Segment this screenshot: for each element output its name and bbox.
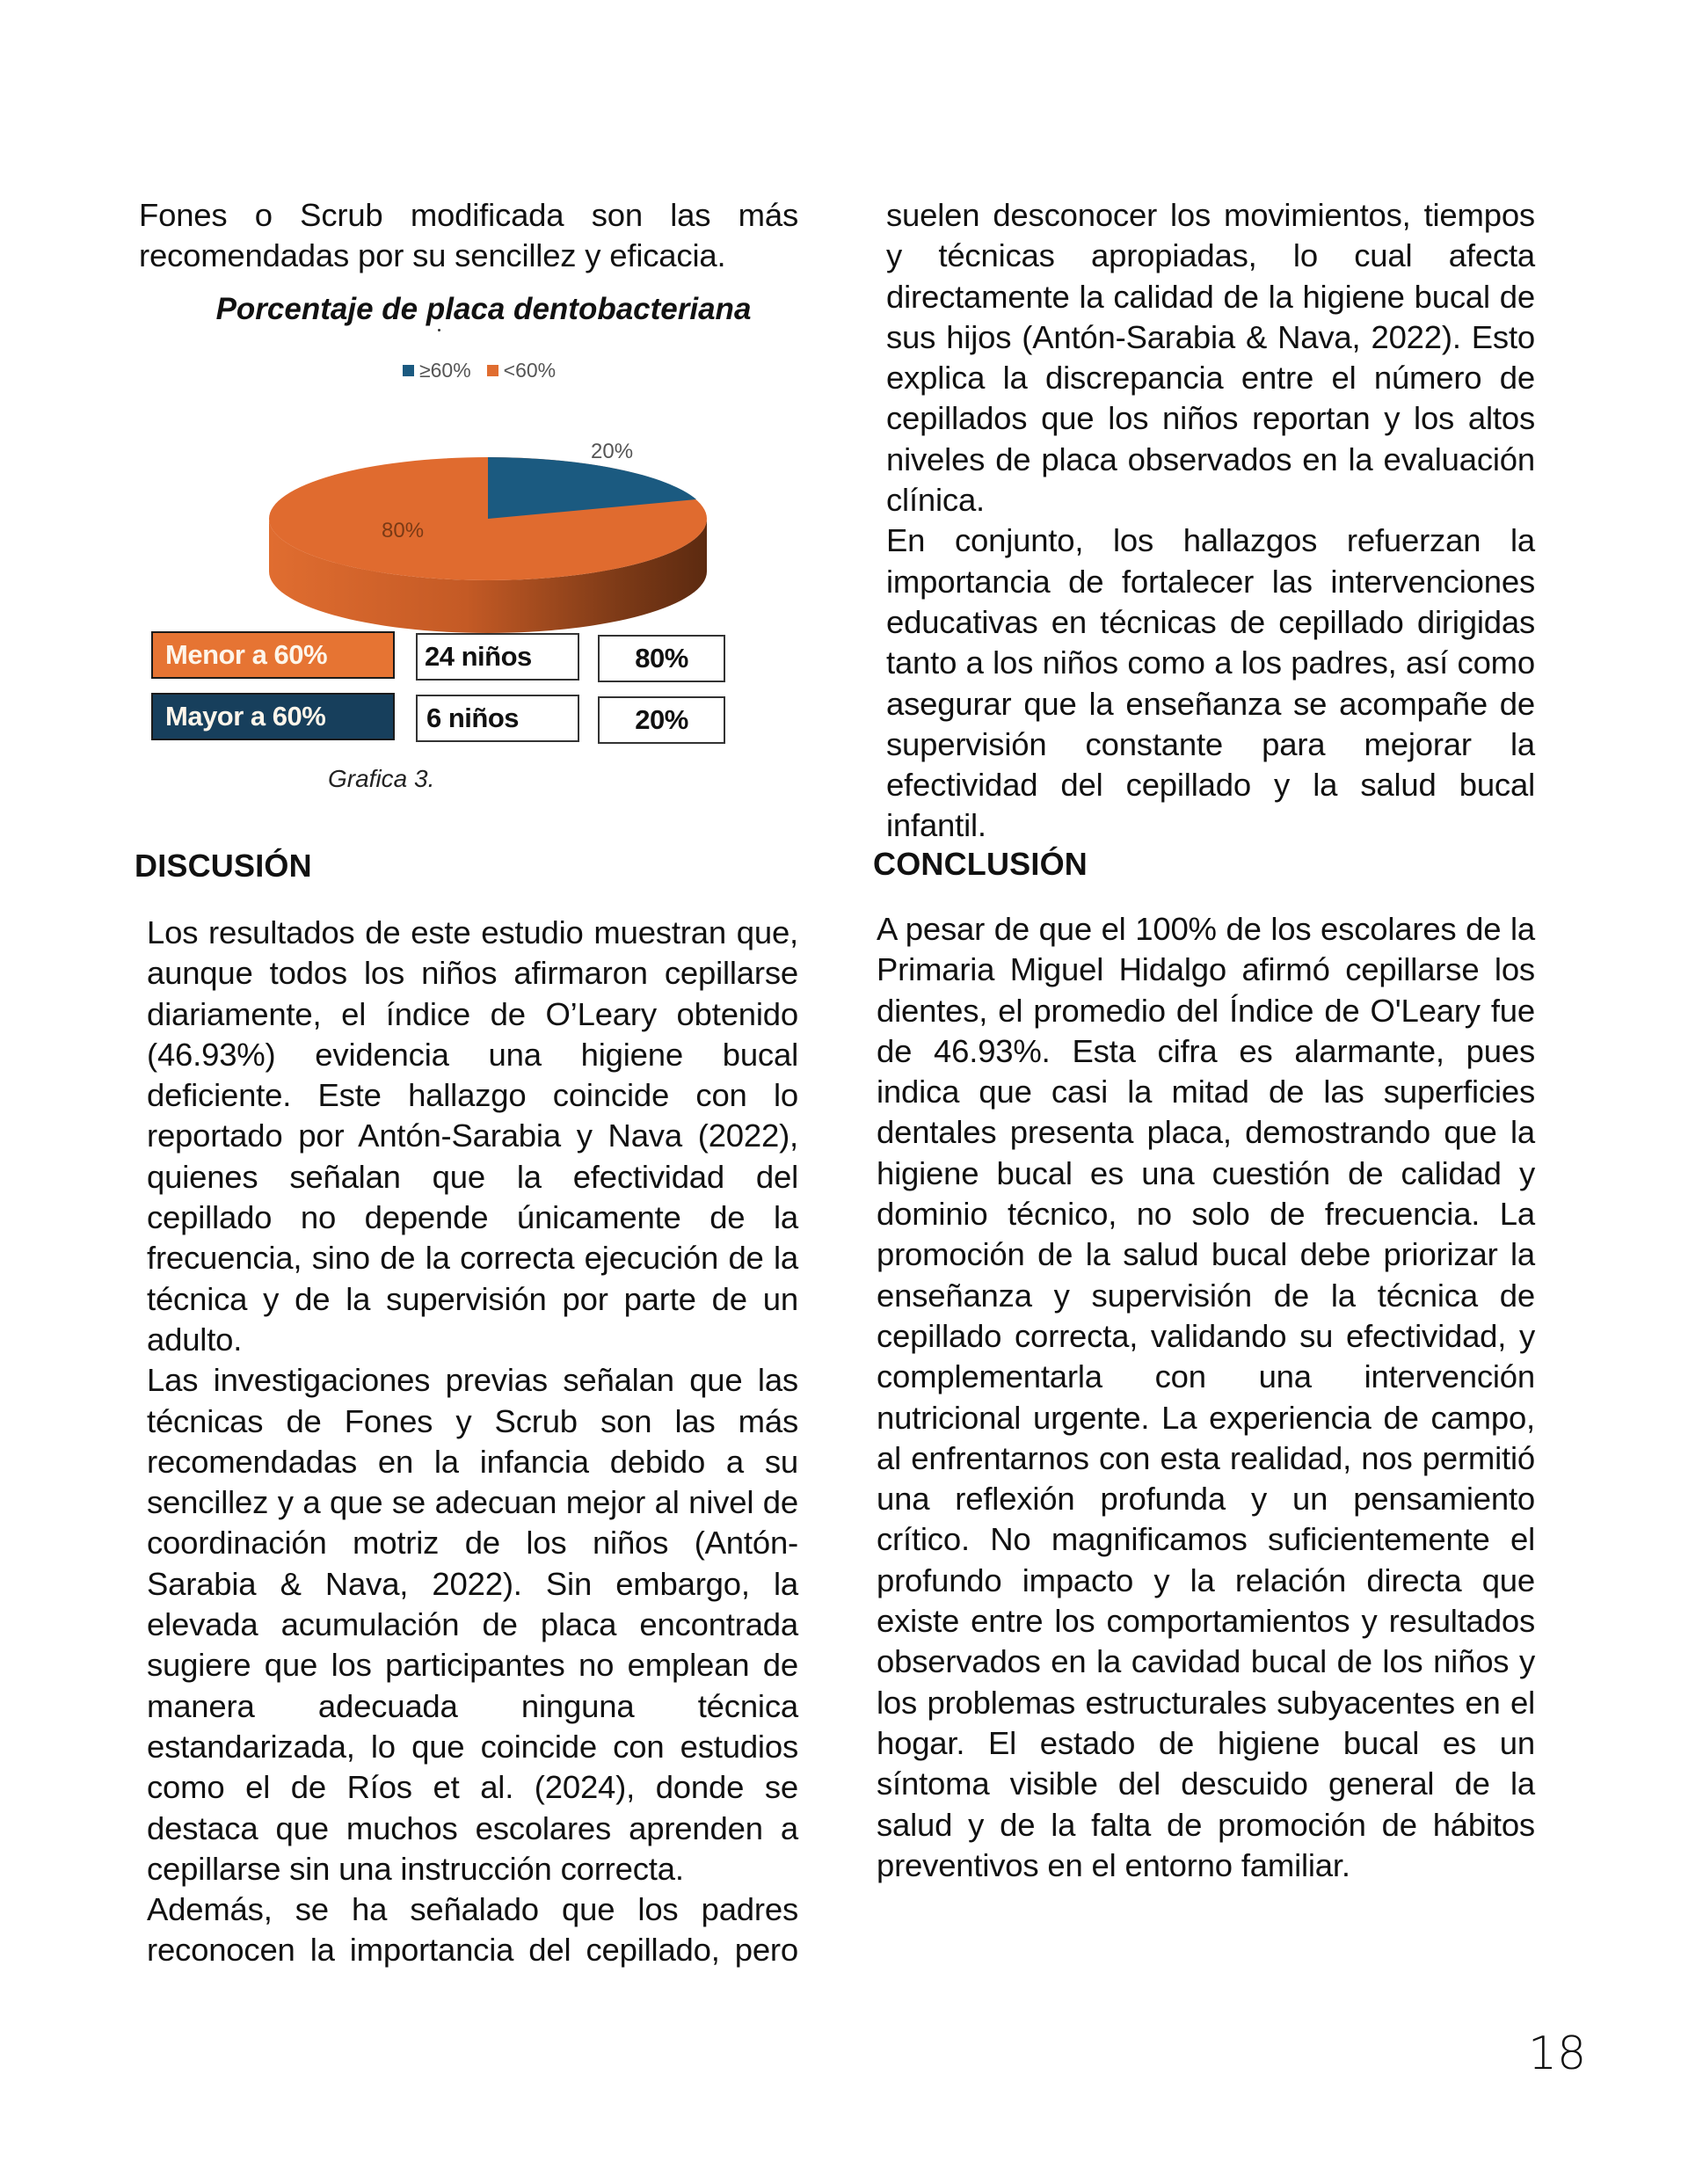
table-label-menor: Menor a 60%	[151, 631, 395, 679]
legend-swatch-blue-icon	[403, 365, 414, 376]
legend-swatch-orange-icon	[487, 365, 498, 376]
left-column-intro	[139, 195, 798, 277]
legend-label-low: <60%	[503, 359, 557, 382]
conclusion-body	[877, 909, 1535, 1886]
legend-label-high: ≥60%	[419, 359, 471, 382]
table-percent-mayor: 20%	[598, 696, 725, 744]
chart-title: Porcentaje de placa dentobacteriana	[215, 292, 752, 326]
discussion-paragraph-1: Los resultados de este estudio muestran que, aunque todos los niños afirmaron cepillarse diariamente, el índice de O’Leary obtenido (46.93%) evidencia una higiene bucal deficiente. Este hallazgo coincide con lo reportado por Antón-Sarabia y Nava (2022), quienes señalan que la efectividad del cepillado no depende únicamente de la frecuencia, sino de la correcta ejecución de la técnica y de la supervisión por parte de un adulto.	[147, 914, 798, 1358]
discussion-paragraph-5: En conjunto, los hallazgos refuerzan la importancia de fortalecer las intervenciones educativas en técnicas de cepillado dirigidas tanto a los niños como a los padres, así como asegurar que la enseñanza se acompañe de supervisión constante para mejorar la efectividad del cepillado y la salud bucal infantil.	[886, 522, 1535, 844]
conclusion-heading: CONCLUSIÓN	[873, 846, 1088, 882]
discussion-paragraph-2: Las investigaciones previas señalan que las técnicas de Fones y Scrub son las más recomendadas en la infancia debido a su sencillez y a que se adecuan mejor al nivel de coordinación motriz de los niños (Antón-Sarabia & Nava, 2022). Sin embargo, la elevada acumulación de placa encontrada sugiere que los participantes no emplean de manera adecuada ninguna técnica estandarizada, lo que coincide con estudios como el de Ríos et al. (2024), donde se destaca que muchos escolares aprenden a cepillarse sin una instrucción correcta.	[147, 1362, 798, 1887]
discussion-body	[147, 913, 798, 1971]
table-count-mayor: 6 niños	[416, 695, 579, 742]
page-number: 18	[1528, 2027, 1587, 2080]
legend-item-low	[487, 359, 556, 382]
pie-chart-3d	[255, 440, 721, 633]
figure-caption: Grafica 3.	[328, 765, 435, 792]
conclusion-paragraph: A pesar de que el 100% de los escolares de la Primaria Miguel Hidalgo afirmó cepillarse los dientes, el promedio del Índice de O'Leary fue de 46.93%. Esta cifra es alarmante, pues indica que casi la mitad de las superficies dentales presenta placa, demostrando que la higiene bucal es una cuestión de calidad y dominio técnico, no solo de frecuencia. La promoción de la salud bucal debe priorizar la enseñanza y supervisión de la técnica de cepillado correcta, validando su efectividad, y complementarla con una intervención nutricional urgente. La experiencia de campo, al enfrentarnos con esta realidad, nos permitió una reflexión profunda y un pensamiento crítico. No magnificamos suficientemente el profundo impacto y la relación directa que existe entre los comportamientos y resultados observados en la cavidad bucal de los niños y los problemas estructurales subyacentes en el hogar. El estado de higiene bucal es un síntoma visible del descuido general de la salud y de la falta de promoción de hábitos preventivos en el entorno familiar.	[877, 911, 1535, 1883]
legend-item-high	[403, 359, 471, 382]
chart-legend	[403, 359, 556, 382]
discussion-paragraph-4: suelen desconocer los movimientos, tiempos y técnicas apropiadas, lo cual afecta directamente la calidad de la higiene bucal de sus hijos (Antón-Sarabia & Nava, 2022). Esto explica la discrepancia entre el número de cepillados que los niños reportan y los altos niveles de placa observados en la evaluación clínica.	[886, 197, 1535, 519]
table-label-mayor: Mayor a 60%	[151, 693, 395, 740]
discussion-heading: DISCUSIÓN	[135, 848, 312, 884]
table-percent-menor: 80%	[598, 635, 725, 682]
intro-paragraph: Fones o Scrub modificada son las más recomendadas por su sencillez y eficacia.	[139, 197, 798, 274]
table-count-menor: 24 niños	[416, 633, 579, 681]
pie-label-low: 80%	[382, 519, 425, 542]
discussion-paragraph-3: Además, se ha señalado que los padres reconocen la importancia del cepillado, pero	[147, 1891, 798, 1969]
right-column-discussion-continued	[886, 195, 1535, 847]
pie-label-high: 20%	[591, 440, 634, 463]
chart-dot-artifact	[438, 329, 440, 331]
